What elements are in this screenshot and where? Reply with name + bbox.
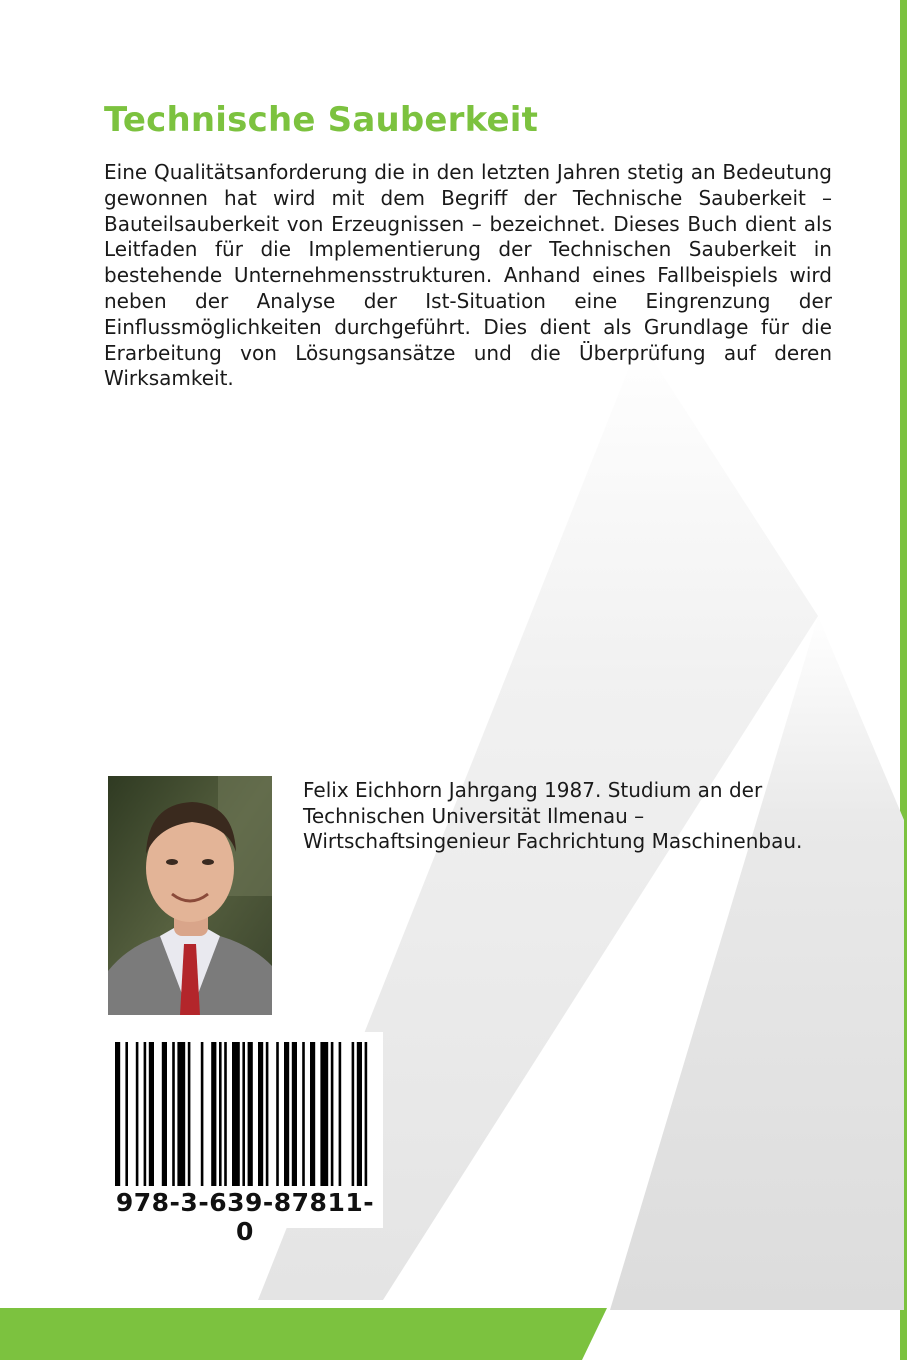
barcode-bar [219, 1042, 222, 1186]
barcode-bar [310, 1042, 315, 1186]
barcode-bar [365, 1042, 368, 1186]
barcode-bar [357, 1042, 362, 1186]
barcode-bar [136, 1042, 139, 1186]
isbn-barcode [107, 1032, 383, 1246]
barcode-bar [115, 1042, 120, 1186]
barcode-bar [284, 1042, 289, 1186]
author-photo [108, 776, 272, 1015]
barcode-bar [149, 1042, 154, 1186]
barcode-bar [172, 1042, 175, 1186]
author-bio: Felix Eichhorn Jahrgang 1987. Studium an der Technischen Universität Ilmenau – Wirtschaftsingenieur Fachrichtung Maschinenbau. [303, 778, 803, 853]
barcode-bar [339, 1042, 342, 1186]
book-description: Eine Qualitätsanforderung die in den letzten Jahren stetig an Bedeutung gewonnen hat wird mit dem Begriff der Technische Sauberkeit – Bauteilsauberkeit von Erzeugnissen – bezeichnet. Dieses Buch dient als Leitfaden für die Implementierung der Technischen Sauberkeit in bestehende Unternehmensstrukturen. Anhand eines Fallbeispiels wird neben der Analyse der Ist-Situation eine Eingrenzung der Einflussmöglichkeiten durchgeführt. Dies dient als Grundlage für die Erarbeitung von Lösungsansätze und die Überprüfung auf deren Wirksamkeit. [104, 160, 832, 391]
barcode-bar [144, 1042, 147, 1186]
barcode-bar [224, 1042, 227, 1186]
barcode-bar [352, 1042, 355, 1186]
barcode-bar [320, 1042, 328, 1186]
barcode-bar [162, 1042, 167, 1186]
barcode-bar [248, 1042, 253, 1186]
barcode-bar [201, 1042, 204, 1186]
isbn-number: 978-3-639-87811-0 [115, 1188, 375, 1246]
barcode-bars [115, 1042, 375, 1186]
barcode-bar [211, 1042, 216, 1186]
barcode-bar [276, 1042, 279, 1186]
barcode-bar [331, 1042, 334, 1186]
barcode-bar [177, 1042, 185, 1186]
barcode-bar [188, 1042, 191, 1186]
book-title: Technische Sauberkeit [104, 100, 539, 140]
barcode-bar [125, 1042, 128, 1186]
barcode-bar [242, 1042, 245, 1186]
barcode-bar [258, 1042, 263, 1186]
barcode-bar [266, 1042, 269, 1186]
barcode-bar [302, 1042, 305, 1186]
barcode-bar [232, 1042, 240, 1186]
barcode-bar [292, 1042, 297, 1186]
bottom-accent-band [0, 1308, 607, 1360]
